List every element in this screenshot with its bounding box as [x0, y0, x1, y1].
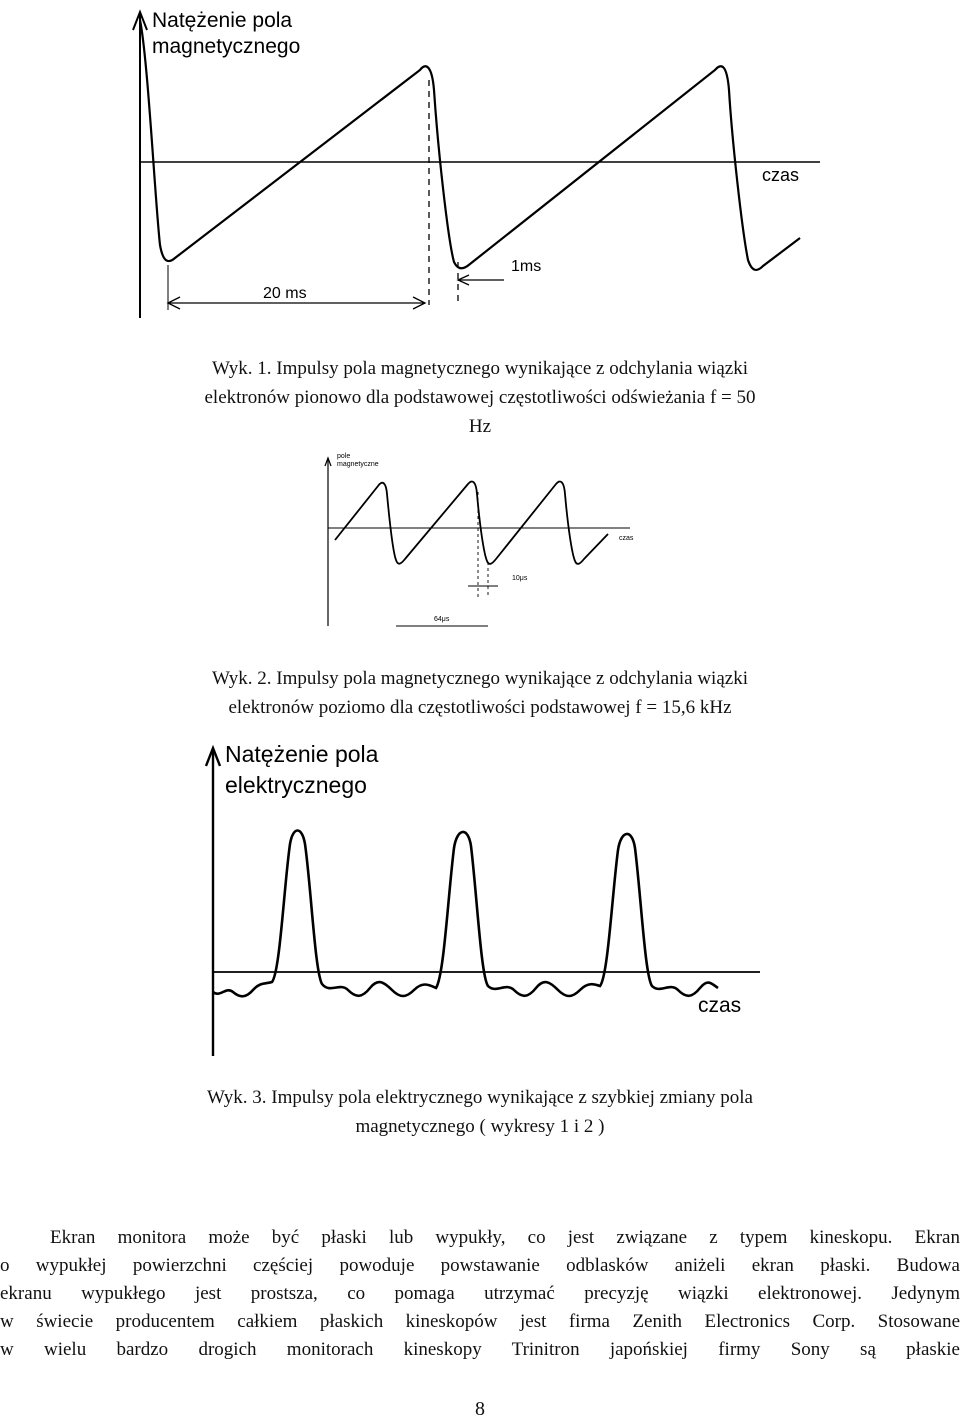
sawtooth-waveform	[335, 481, 608, 563]
time-label: czas	[762, 165, 800, 185]
time-label: czas	[698, 994, 742, 1017]
dimension-label-1ms: 1ms	[511, 258, 542, 275]
caption-line: Wyk. 2. Impulsy pola magnetycznego wynikające z odchylania wiązki	[212, 668, 748, 689]
paragraph-line: o wypukłej powierzchni częściej powoduje powstawanie odblasków aniżeli ekran płaski. Budowa	[0, 1255, 960, 1276]
paragraph-line: ekranu wypukłego jest prostsza, co pomaga utrzymać precyzję wiązki elektronowej. Jedynym	[0, 1283, 960, 1304]
paragraph-line: w wielu bardzo drogich monitorach kineskopy Trinitron japońskiej firmy Sony są płaskie	[0, 1339, 960, 1360]
paragraph-line: w świecie producentem całkiem płaskich kineskopów jest firma Zenith Electronics Corp. Stosowane	[0, 1311, 960, 1332]
dimension-label-20ms: 20 ms	[263, 285, 307, 302]
caption-line: elektronów pionowo dla podstawowej częstotliwości odświeżania f = 50	[204, 387, 756, 408]
axis-title-line2: elektrycznego	[225, 772, 367, 798]
dimension-label-64us: 64μs	[434, 616, 450, 623]
figure-2-sawtooth-horizontal	[0, 448, 960, 638]
figure-3-caption	[120, 1083, 840, 1141]
axis-title-line1: Natężenie pola	[225, 741, 379, 767]
caption-line: magnetycznego ( wykresy 1 i 2 )	[355, 1116, 605, 1137]
axis-title-line2: magnetycznego	[152, 35, 301, 58]
caption-line: Hz	[468, 416, 492, 437]
caption-line: Wyk. 3. Impulsy pola elektrycznego wynikające z szybkiej zmiany pola	[207, 1087, 753, 1108]
caption-line: Wyk. 1. Impulsy pola magnetycznego wynikające z odchylania wiązki	[212, 358, 748, 379]
caption-line: elektronów poziomo dla częstotliwości podstawowej f = 15,6 kHz	[228, 697, 732, 718]
body-paragraph	[0, 1224, 960, 1364]
figure-1-sawtooth-vertical	[0, 0, 960, 340]
page-number: 8	[475, 1398, 485, 1420]
paragraph-line: Ekran monitora może być płaski lub wypukły, co jest związane z typem kineskopu. Ekran	[50, 1227, 960, 1248]
figure-3-electric-pulses	[0, 736, 960, 1066]
figure-1-caption	[120, 354, 840, 441]
axis-title-line1: pole	[337, 453, 351, 460]
dimension-label-10us: 10μs	[512, 575, 528, 582]
time-label: czas	[619, 535, 634, 542]
axis-title-line1: Natężenie pola	[152, 9, 293, 32]
axis-title-line2: magnetyczne	[337, 461, 379, 468]
figure-2-caption	[120, 664, 840, 722]
